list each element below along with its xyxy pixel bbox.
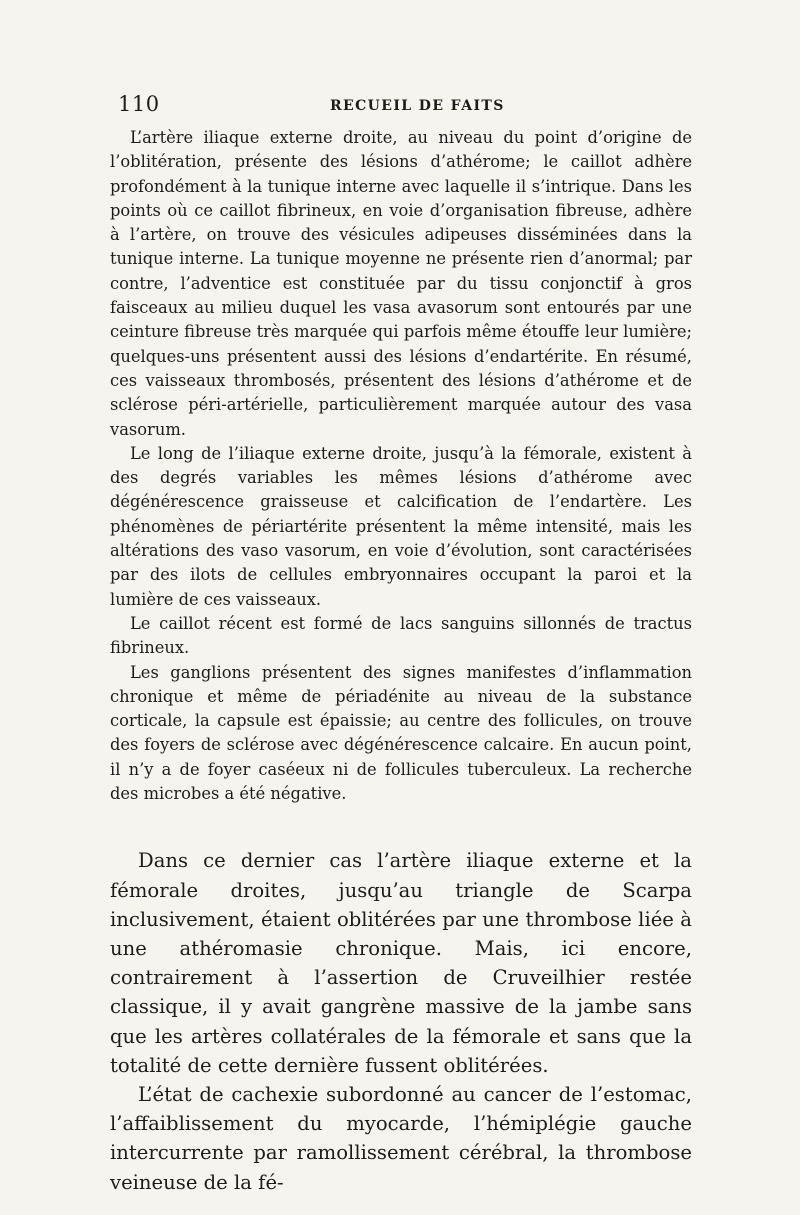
running-head xyxy=(110,92,692,126)
running-title: RECUEIL DE FAITS xyxy=(330,98,505,114)
paragraph-recent-clot: Le caillot récent est formé de lacs sanguins sillonnés de tractus fibrineux. xyxy=(110,613,692,658)
commentary-section xyxy=(110,846,692,1196)
paragraph-iliac-artery-lesions: L’artère iliaque externe droite, au niveau du point d’origine de l’oblitération, présente des lésions d’athérome; le caillot adhère profondément à la tunique interne avec laquelle il s’intrique. Dans les points où ce caillot fibrineux, en voie d’organisation fibreuse, adhère à l’artère, on trouve des vésicules adipeuses disséminées dans la tunique interne. La tunique moyenne ne présente rien d’anormal; par contre, l’adventice est constituée par du tissu conjonctif à gros faisceaux au milieu duquel les vasa avasorum sont entourés par une ceinture fibreuse très marquée qui parfois même étouffe leur lumière; quelques-uns présentent aussi des lésions d’endartérite. En résumé, ces vaisseaux thrombosés, présentent des lésions d’athérome et de sclérose péri-artérielle, particulièrement marquée autour des vasa vasorum. xyxy=(110,128,692,439)
case-findings-section xyxy=(110,126,692,806)
paragraph-commentary-cachexia: L’état de cachexie subordonné au cancer de l’estomac, l’affaiblissement du myocarde, l’hémiplégie gauche intercurrente par ramollissement cérébral, la thrombose veineuse de la fé- xyxy=(110,1082,692,1194)
page-number: 110 xyxy=(118,92,160,116)
paragraph-femoral-lesions: Le long de l’iliaque externe droite, jusqu’à la fémorale, existent à des degrés variables les mêmes lésions d’athérome avec dégénérescence graisseuse et calcification de l’endartère. Les phénomènes de périartérite présentent la même intensité, mais les altérations des vaso vasorum, en voie d’évolution, sont caractérisées par des ilots de cellules embryonnaires occupant la paroi et la lumière de ces vaisseaux. xyxy=(110,443,692,609)
paragraph-lymph-nodes: Les ganglions présentent des signes manifestes d’inflammation chronique et même de périadénite au niveau de la substance corticale, la capsule est épaissie; au centre des follicules, on trouve des foyers de sclérose avec dégénérescence calcaire. En aucun point, il n’y a de foyer caséeux ni de follicules tuberculeux. La recherche des microbes a été négative. xyxy=(110,662,692,804)
paragraph-commentary-thrombosis: Dans ce dernier cas l’artère iliaque externe et la fémorale droites, jusqu’au triangle de Scarpa inclusivement, étaient oblitérées par une thrombose liée à une athéromasie chronique. Mais, ici encore, contrairement à l’assertion de Cruveilhier restée classique, il y avait gangrène massive de la jambe sans que les artères collatérales de la fémorale et sans que la totalité de cette dernière fussent oblitérées. xyxy=(110,849,692,1077)
